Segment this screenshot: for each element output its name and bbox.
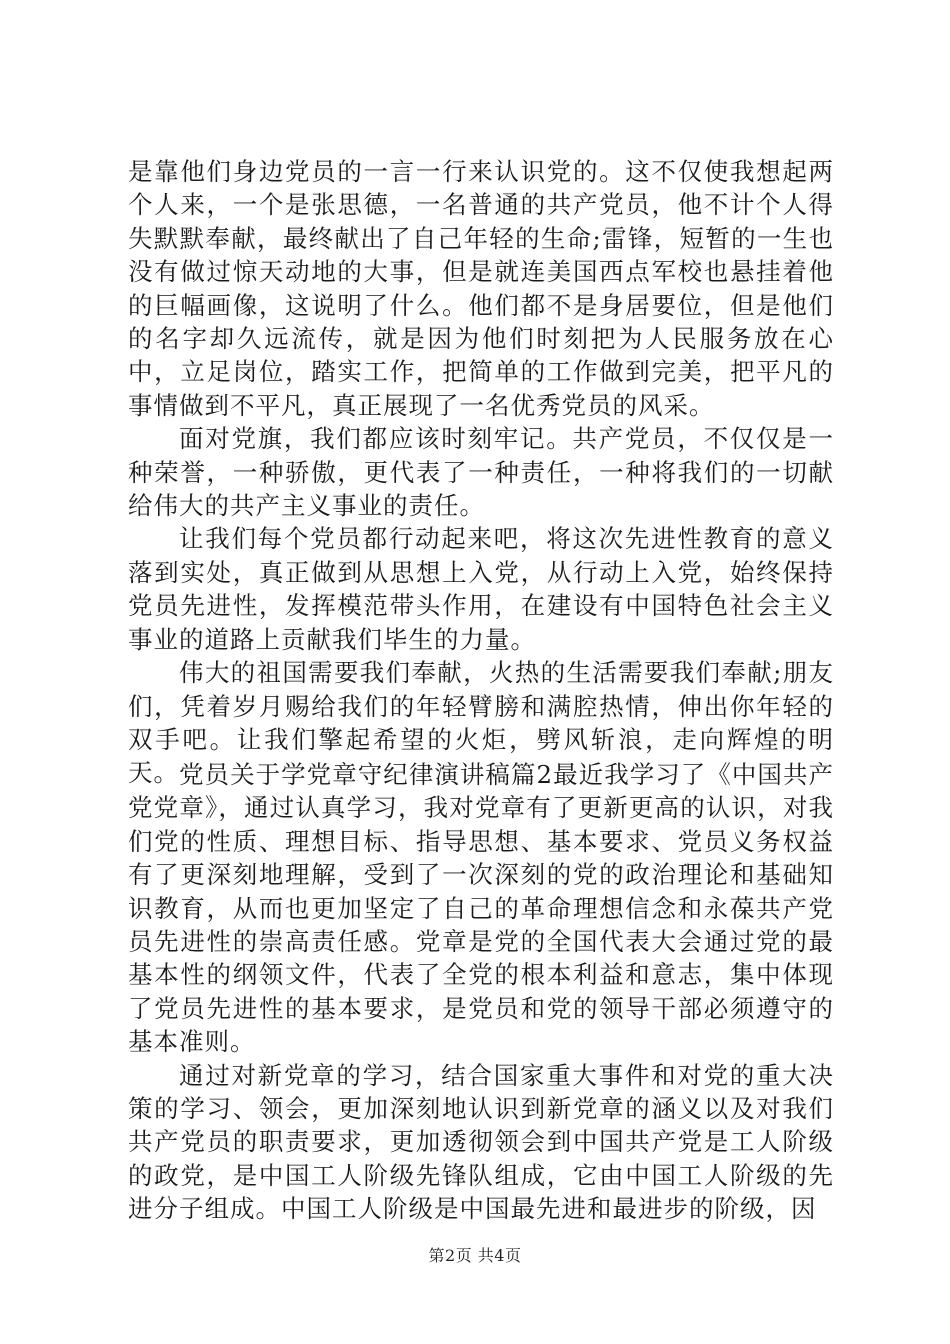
text-section-2 xyxy=(128,758,834,1226)
paragraph: 伟大的祖国需要我们奉献，火热的生活需要我们奉献;朋友们，凭着岁月赐给我们的年轻臂膀和满腔热情，伸出你年轻的双手吧。让我们擎起希望的火炬，劈风斩浪，走向辉煌的明天。 xyxy=(128,658,834,788)
page-number-footer: 第2页 共4页 xyxy=(428,1246,522,1265)
text-section-1 xyxy=(128,155,834,790)
paragraph-speech-2-intro: 党员关于学党章守纪律演讲稿篇2最近我学习了《中国共产党党章》，通过认真学习，我对党章有了更新更高的认识，对我们党的性质、理想目标、指导思想、基本要求、党员义务权益有了更深刻地理解，受到了一次深刻的党的政治理论和基础知识教育，从而也更加坚定了自己的革命理想信念和永葆共产党员先进性的崇高责任感。党章是党的全国代表大会通过党的最基本性的纲领文件，代表了全党的根本利益和意志，集中体现了党员先进性的基本要求，是党员和党的领导干部必须遵守的基本准则。 xyxy=(128,760,834,1057)
paragraph-continued: 是靠他们身边党员的一言一行来认识党的。这不仅使我想起两个人来，一个是张思德，一名普通的共产党员，他不计个人得失默默奉献，最终献出了自己年轻的生命;雷锋，短暂的一生也没有做过惊天动地的大事，但是就连美国西点军校也悬挂着他的巨幅画像，这说明了什么。他们都不是身居要位，但是他们的名字却久远流传，就是因为他们时刻把为人民服务放在心中，立足岗位，踏实工作，把简单的工作做到完美，把平凡的事情做到不平凡，真正展现了一名优秀党员的风采。 xyxy=(128,157,834,420)
paragraph: 面对党旗，我们都应该时刻牢记。共产党员，不仅仅是一种荣誉，一种骄傲，更代表了一种责任，一种将我们的一切献给伟大的共产主义事业的责任。 xyxy=(128,424,834,521)
paragraph: 通过对新党章的学习，结合国家重大事件和对党的重大决策的学习、领会，更加深刻地认识到新党章的涵义以及对我们共产党员的职责要求，更加透彻领会到中国共产党是工人阶级的政党，是中国工人阶级先锋队组成，它由中国工人阶级的先进分子组成。中国工人阶级是中国最先进和最进步的阶级，因 xyxy=(128,1060,834,1224)
paragraph: 让我们每个党员都行动起来吧，将这次先进性教育的意义落到实处，真正做到从思想上入党，从行动上入党，始终保持党员先进性，发挥模范带头作用，在建设有中国特色社会主义事业的道路上贡献我们毕生的力量。 xyxy=(128,524,834,654)
